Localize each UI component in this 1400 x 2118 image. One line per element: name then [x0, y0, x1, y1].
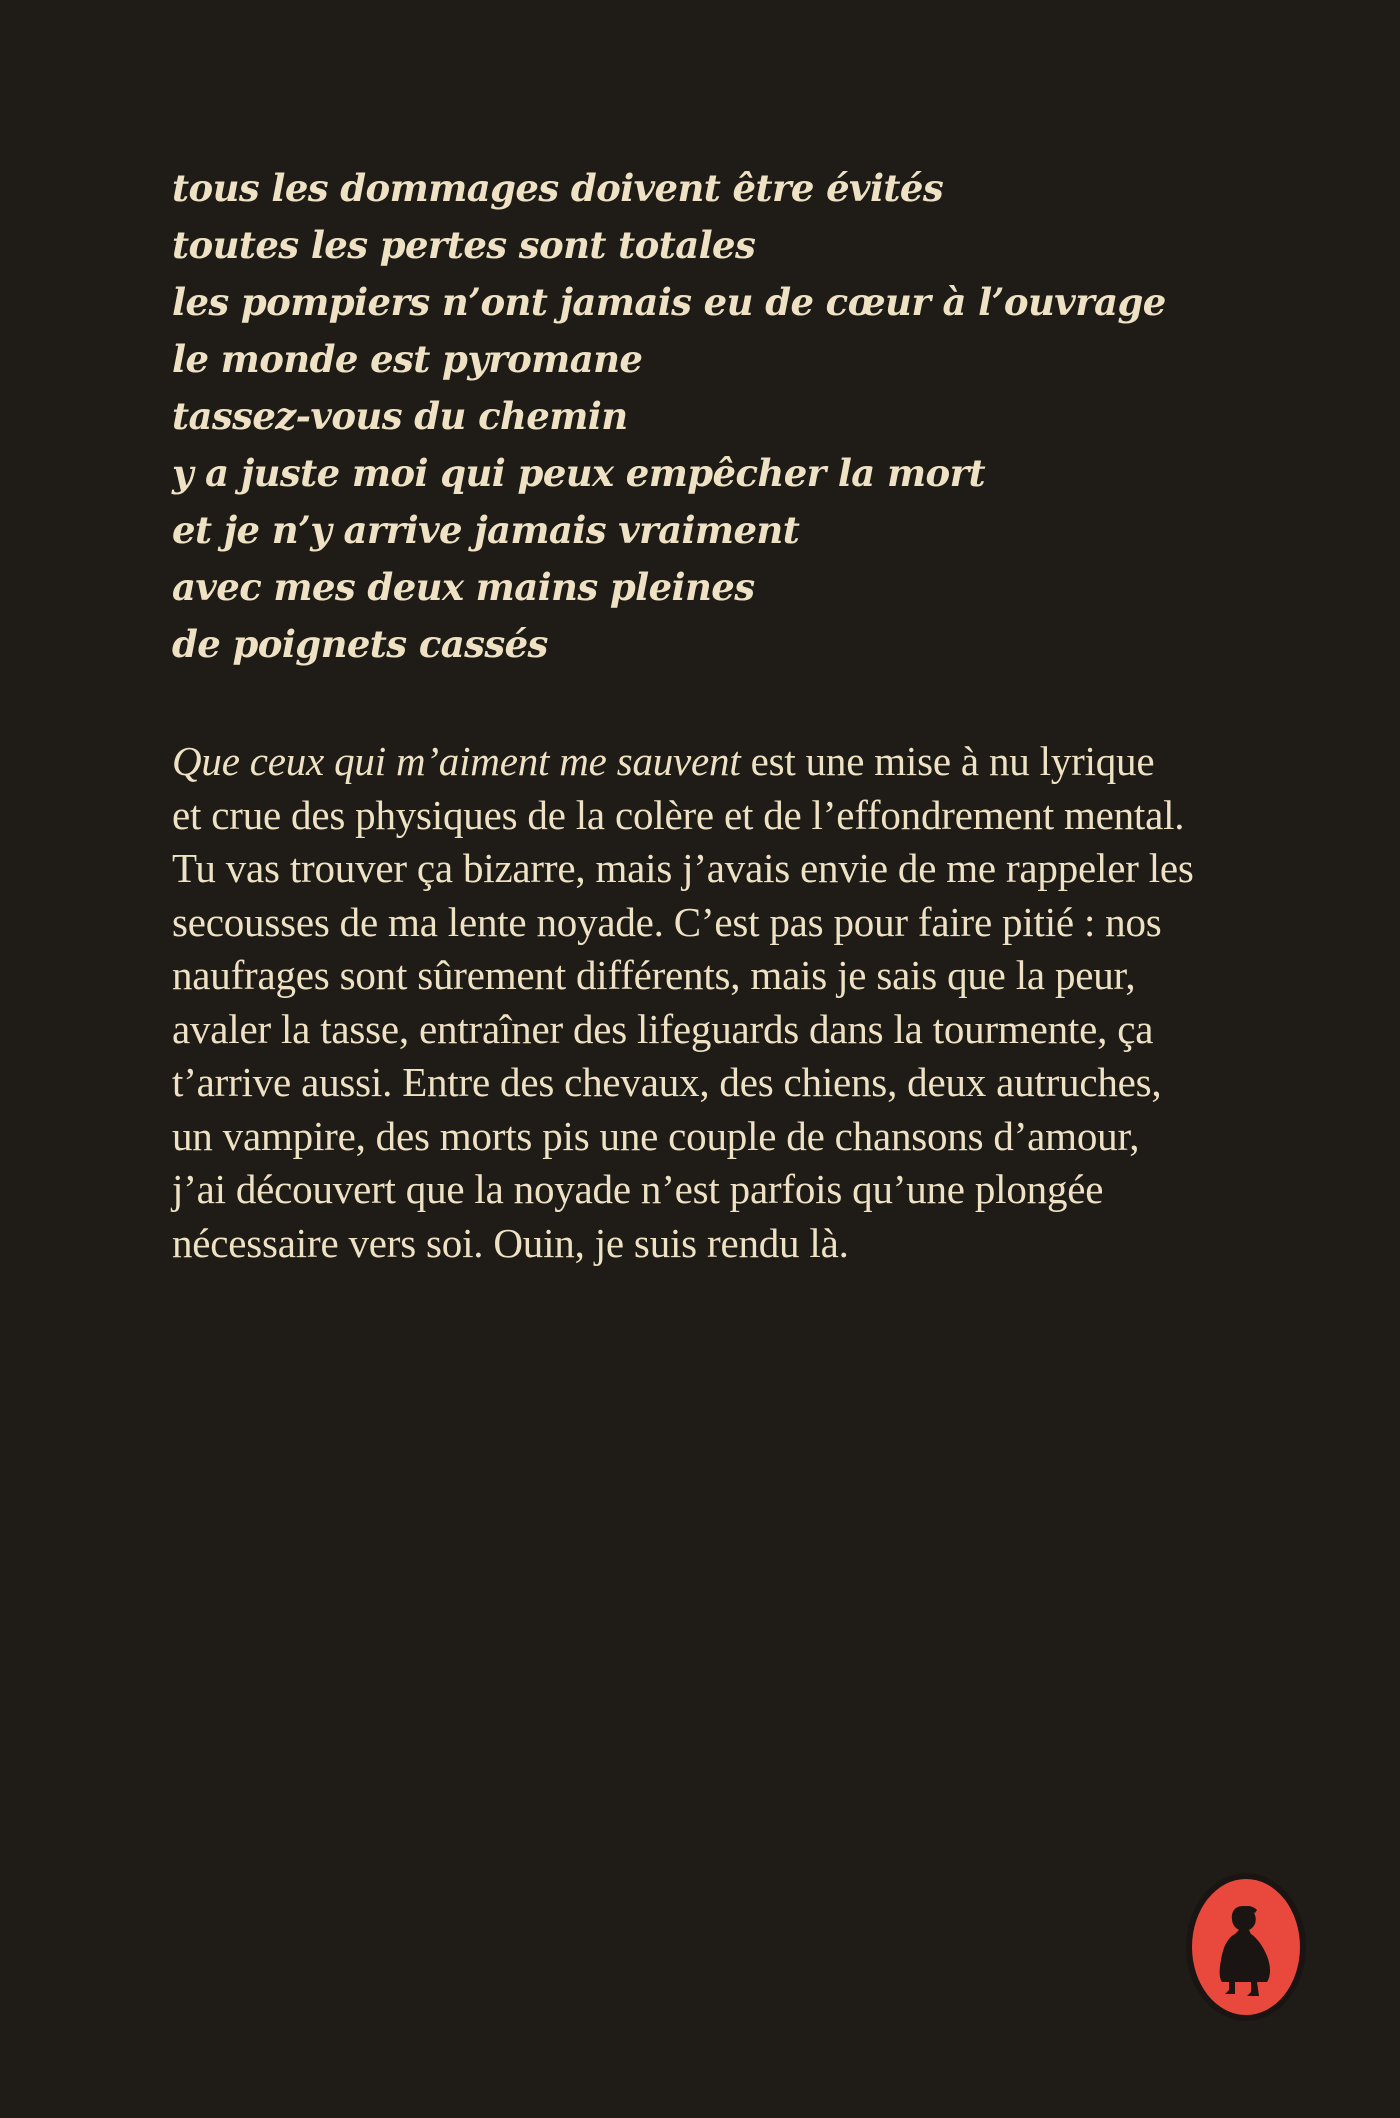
poem-excerpt — [172, 160, 1272, 673]
description-line: un vampire, des morts pis une couple de chansons d’amour, — [172, 1112, 1140, 1159]
poem-line: y a juste moi qui peux empêcher la mort — [172, 451, 985, 495]
poem-line: tassez-vous du chemin — [172, 394, 628, 438]
poem-line: de poignets cassés — [172, 622, 548, 666]
description-text: est une mise à nu lyrique — [740, 738, 1155, 784]
poem-line: avec mes deux mains pleines — [172, 565, 755, 609]
description-line: avaler la tasse, entraîner des lifeguards dans la tourmente, ça — [172, 1005, 1154, 1052]
description-line: j’ai découvert que la noyade n’est parfois qu’une plongée — [172, 1166, 1104, 1212]
description-line: nécessaire vers soi. Ouin, je suis rendu là. — [172, 1219, 849, 1266]
description-line: Tu vas trouver ça bizarre, mais j’avais envie de me rappeler les — [172, 845, 1194, 891]
description-line — [172, 735, 1242, 789]
poem-line: le monde est pyromane — [172, 337, 643, 381]
description-line: secousses de ma lente noyade. C’est pas pour faire pitié : nos — [172, 898, 1162, 945]
book-title: Que ceux qui m’aiment me sauvent — [172, 738, 741, 784]
poem-line: tous les dommages doivent être évités — [172, 166, 944, 210]
poem-line: les pompiers n’ont jamais eu de cœur à l’ouvrage — [172, 280, 1166, 324]
poem-line: et je n’y arrive jamais vraiment — [172, 508, 800, 552]
poem-line: toutes les pertes sont totales — [172, 223, 756, 267]
description-line: t’arrive aussi. Entre des chevaux, des chiens, deux autruches, — [172, 1059, 1162, 1105]
description-line: et crue des physiques de la colère et de l’effondrement mental. — [172, 791, 1185, 838]
publisher-figure-logo-icon — [1185, 1872, 1307, 2022]
description-line: naufrages sont sûrement différents, mais je sais que la peur, — [172, 952, 1136, 998]
book-description — [172, 735, 1242, 1270]
